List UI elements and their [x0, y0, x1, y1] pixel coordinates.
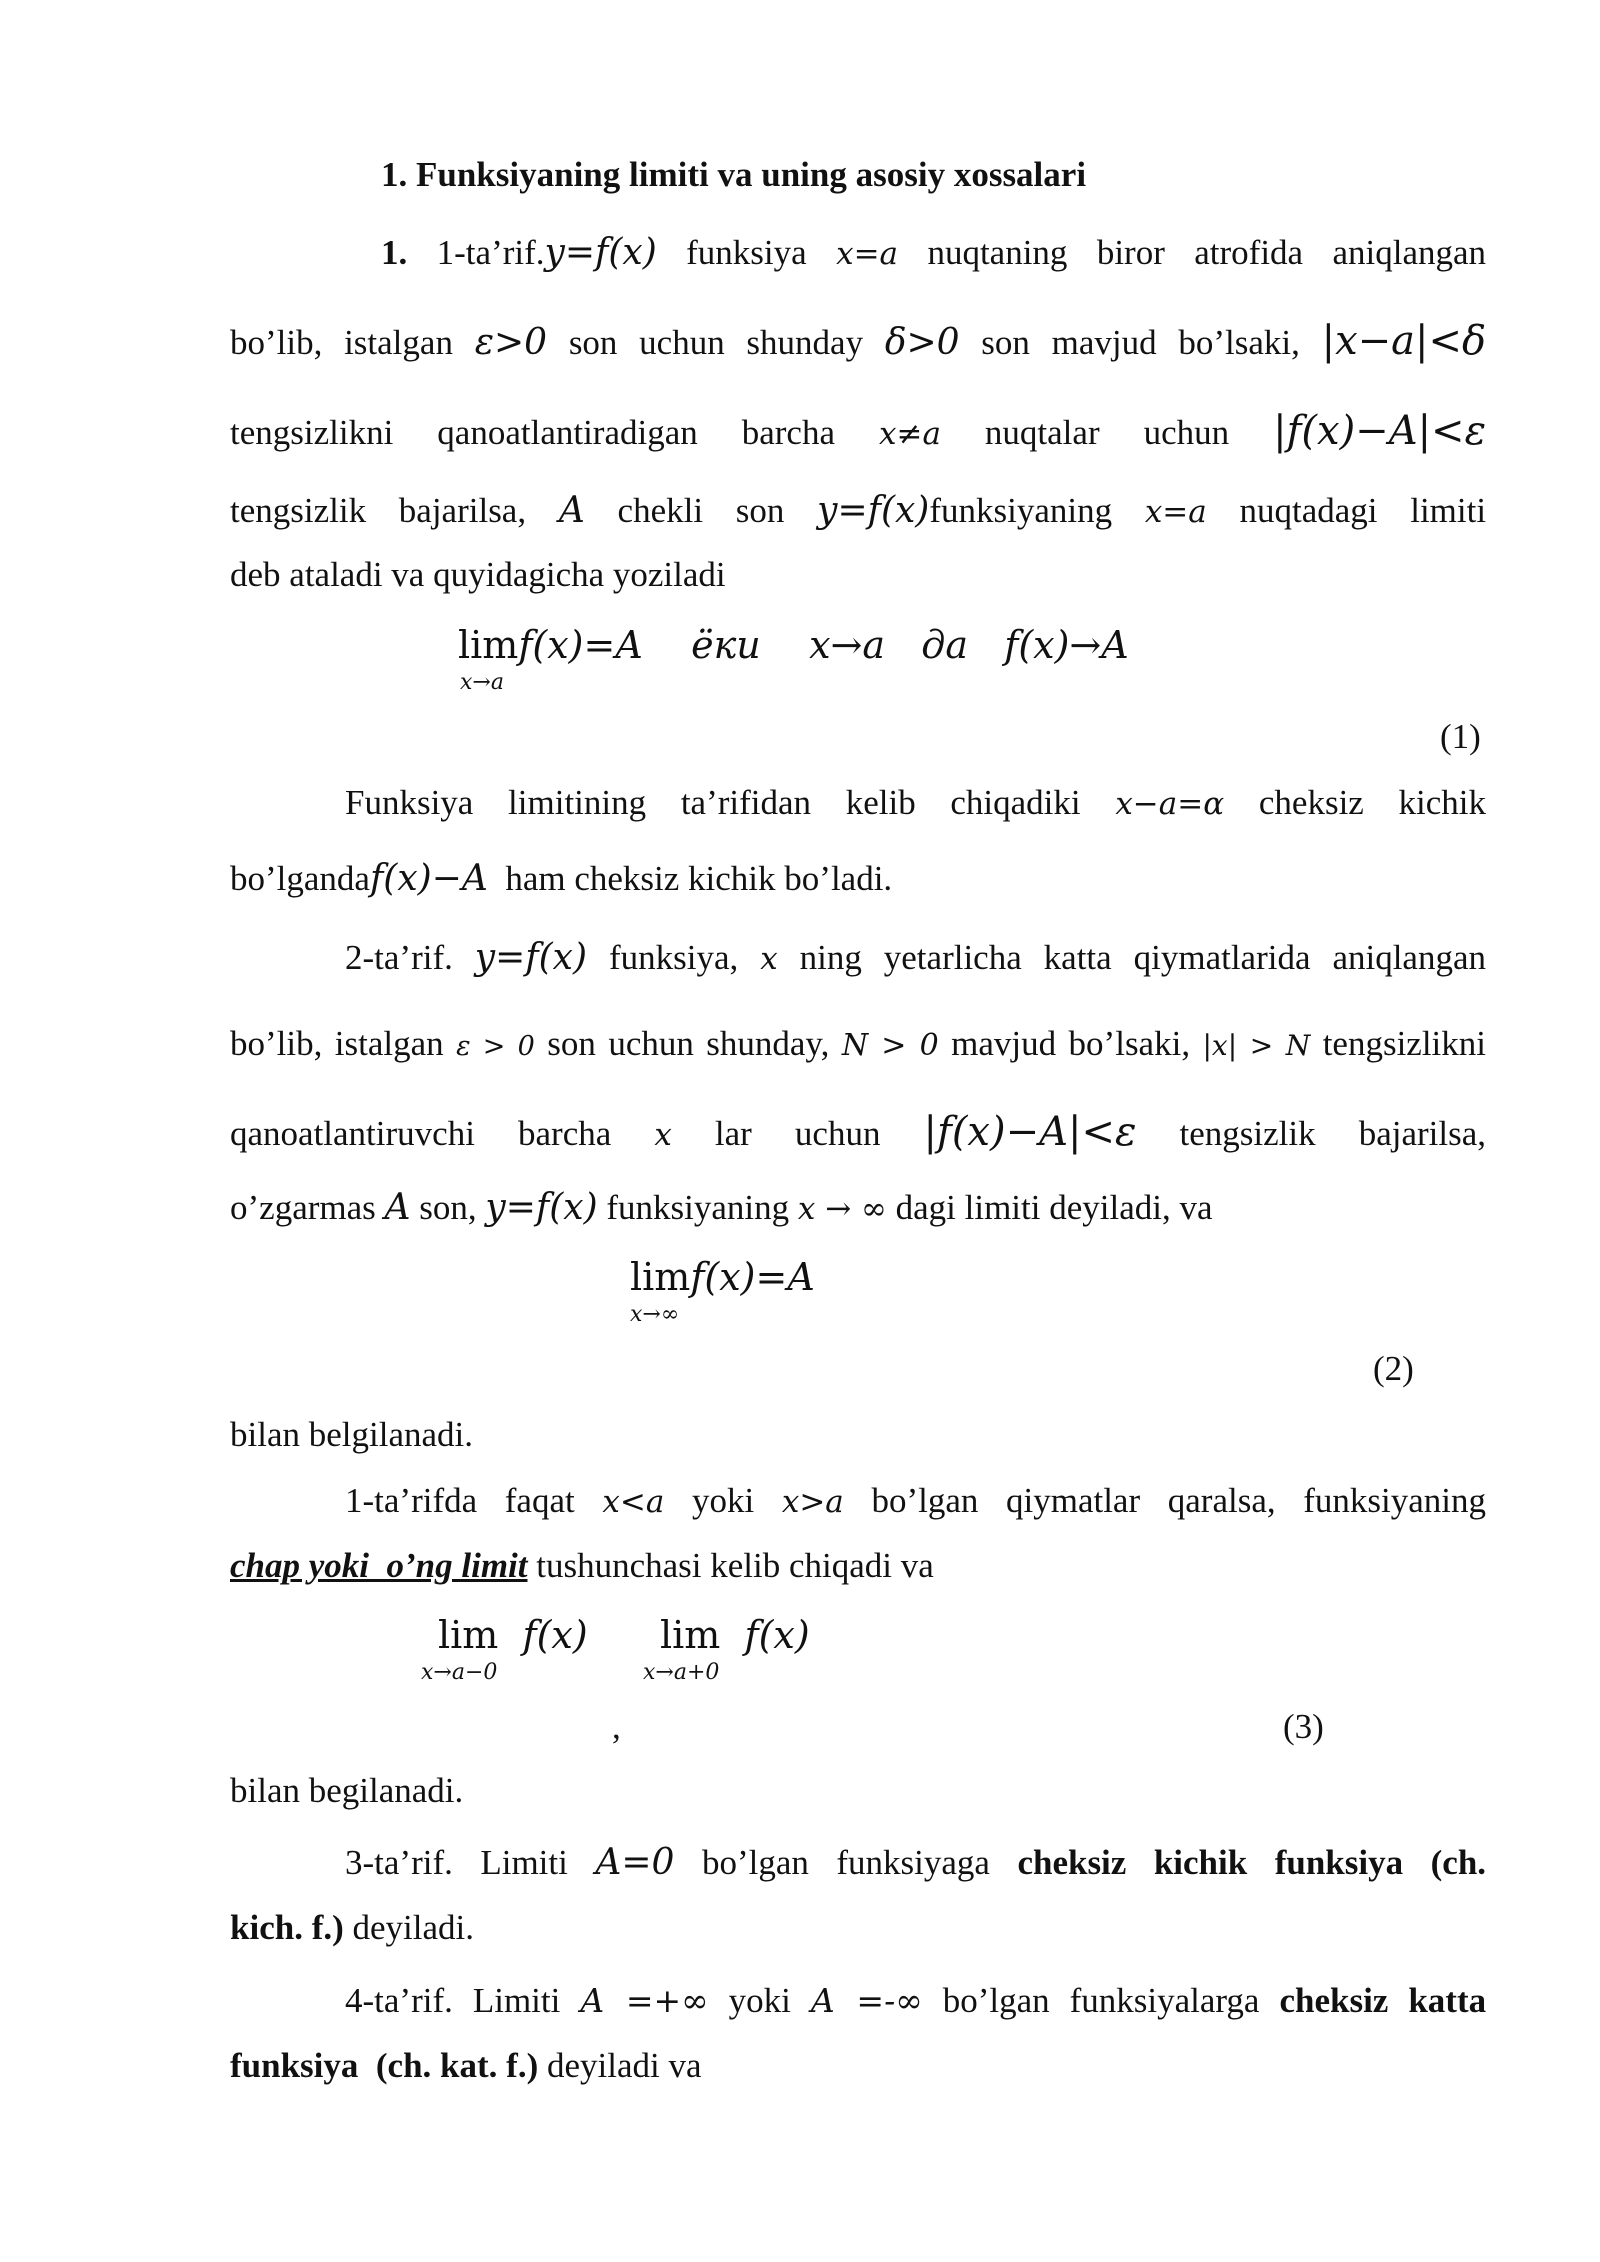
para2-line2: bo’lgandaf(x)−A ham cheksiz kichik bo’ladi.: [230, 858, 893, 899]
def1-line4: tengsizlik bajarilsa, A chekli son y=f(x)funksiyaning x=a nuqtadagi limiti: [230, 490, 1487, 531]
para2-line1: Funksiya limitining ta’rifidan kelib chiqadiki x−a=α cheksiz kichik: [345, 783, 1486, 822]
formula-3-right-subscript: x→a+0: [643, 1660, 720, 1685]
def4-line2: funksiya (ch. kat. f.) deyiladi va: [230, 2046, 702, 2085]
after-formula-3: bilan begilanadi.: [230, 1771, 464, 1810]
def3-line2: kich. f.) deyiladi.: [230, 1908, 474, 1947]
formula-3-comma: ,: [612, 1707, 621, 1746]
after-formula-2: bilan belgilanadi.: [230, 1415, 473, 1454]
def1-line3: tengsizlikni qanoatlantiradigan barcha x≠a nuqtalar uchun |f(x)−A|<ε: [230, 408, 1487, 454]
equation-number-2: (2): [1373, 1349, 1414, 1388]
formula-1-subscript: x→a: [460, 670, 504, 695]
formula-2-subscript: x→∞: [630, 1302, 680, 1327]
def4-line1: 4-ta’rif. Limiti A =+∞ yoki A =-∞ bo’lgan funksiyalarga cheksiz katta: [345, 1981, 1487, 2020]
equation-number-3: (3): [1283, 1707, 1324, 1746]
formula-3-right: lim f(x): [660, 1613, 810, 1657]
formula-3-left: lim f(x): [438, 1613, 588, 1657]
def1-line5: deb ataladi va quyidagicha yoziladi: [230, 555, 726, 594]
def2-line4: o’zgarmas A son, y=f(x) funksiyaning x → ∞ dagi limiti deyiladi, va: [230, 1187, 1213, 1228]
formula-3-left-subscript: x→a−0: [421, 1660, 498, 1685]
para3-line1: 1-ta’rifda faqat x<a yoki x>a bo’lgan qiymatlar qaralsa, funksiyaning: [345, 1481, 1487, 1520]
def2-line1: 2-ta’rif. y=f(x) funksiya, x ning yetarlicha katta qiymatlarida aniqlangan: [345, 937, 1486, 978]
para3-line2: chap yoki o’ng limit tushunchasi kelib chiqadi va: [230, 1546, 934, 1585]
def2-line2: bo’lib, istalgan ε > 0 son uchun shunday, N > 0 mavjud bo’lsaki, |x| > N tengsizlikni: [230, 1024, 1486, 1063]
equation-number-1: (1): [1440, 717, 1481, 756]
def1-line1: 1. 1-ta’rif.y=f(x) funksiya x=a nuqtaning biror atrofida aniqlangan: [381, 232, 1487, 273]
def3-line1: 3-ta’rif. Limiti A=0 bo’lgan funksiyaga cheksiz kichik funksiya (ch.: [345, 1842, 1487, 1883]
def2-line3: qanoatlantiruvchi barcha x lar uchun |f(x)−A|<ε tengsizlik bajarilsa,: [230, 1109, 1487, 1155]
section-heading: 1. Funksiyaning limiti va uning asosiy xossalari: [381, 155, 1087, 194]
def1-number: 1.: [381, 233, 408, 272]
def1-line2: bo’lib, istalgan ε>0 son uchun shunday δ>0 son mavjud bo’lsaki, |x−a|<δ: [230, 318, 1487, 364]
formula-2: limf(x)=A: [630, 1255, 815, 1299]
formula-1: limf(x)=A ёки x→a да f(x)→A: [458, 623, 1129, 667]
chap-ong-limit-term: chap yoki o’ng limit: [230, 1546, 528, 1585]
